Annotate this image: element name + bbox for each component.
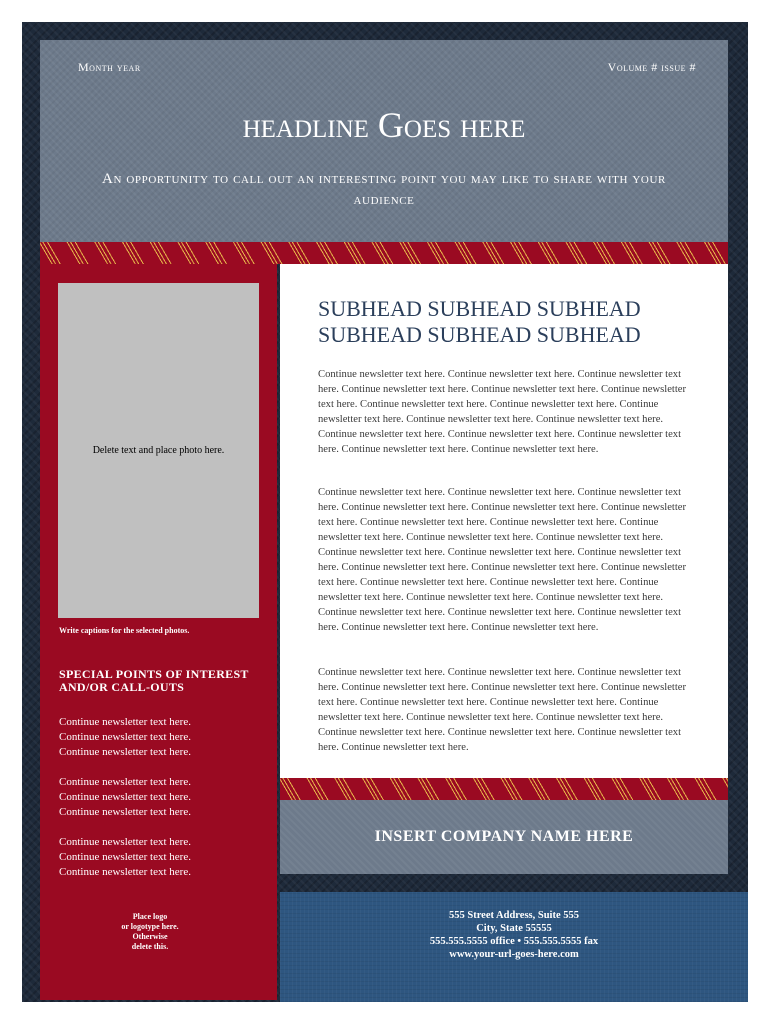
- logo-placeholder-line: Otherwise: [132, 932, 168, 941]
- callout-line: Continue newsletter text here.: [59, 836, 191, 848]
- headline: headline Goes here: [242, 105, 526, 145]
- callout-line: Continue newsletter text here.: [59, 806, 191, 818]
- photo-placeholder-text: Delete text and place photo here.: [92, 445, 225, 456]
- volume-issue: Volume # issue #: [607, 60, 696, 74]
- callout-line: Continue newsletter text here.: [59, 746, 191, 758]
- article-paragraph-3: Continue newsletter text here. Continue newsletter text here. Continue newsletter text here. Continue newsletter text here. Continue newsletter text here. Continue newsletter text here. Continue newsletter text here. Continue newsletter text here. Continue newsletter text here. Continue newsletter text here. Continue newsletter text here. Continue newsletter text here. Continue newsletter text here. Continue newsletter text here. Continue newsletter text here.: [318, 667, 687, 753]
- logo-placeholder-line: delete this.: [131, 942, 169, 951]
- phone-fax: 555.555.5555 office • 555.555.5555 fax: [429, 936, 599, 947]
- street-address: 555 Street Address, Suite 555: [449, 910, 579, 921]
- tagline: An opportunity to call out an interesting point you may like to share with your audience: [102, 171, 666, 208]
- callout-line: Continue newsletter text here.: [59, 716, 191, 728]
- company-name-banner: [280, 800, 728, 874]
- decorative-stripe-bottom: [280, 778, 728, 800]
- logo-placeholder-line: Place logo: [132, 912, 168, 921]
- main-article: [280, 264, 728, 778]
- special-points-title: SPECIAL POINTS OF INTEREST AND/OR CALL-OUTS: [59, 667, 249, 694]
- callout-line: Continue newsletter text here.: [59, 791, 191, 803]
- logo-placeholder-line: or logotype here.: [121, 922, 179, 931]
- callout-line: Continue newsletter text here.: [59, 776, 191, 788]
- article-paragraph-2: Continue newsletter text here. Continue newsletter text here. Continue newsletter text here. Continue newsletter text here. Continue newsletter text here. Continue newsletter text here. Continue newsletter text here. Continue newsletter text here. Continue newsletter text here. Continue newsletter text here. Continue newsletter text here. Continue newsletter text here. Continue newsletter text here. Continue newsletter text here. Continue newsletter text here. Continue newsletter text here. Continue newsletter text here. Continue newsletter text here. Continue newsletter text here. Continue newsletter text here. Continue newsletter text here. Continue newsletter text here. Continue newsletter text here. Continue newsletter text here. Continue newsletter text here. Continue newsletter text here. Continue newsletter text here.: [318, 487, 687, 633]
- masthead: [40, 40, 728, 242]
- photo-caption: Write captions for the selected photos.: [59, 626, 190, 635]
- article-paragraph-1: Continue newsletter text here. Continue newsletter text here. Continue newsletter text here. Continue newsletter text here. Continue newsletter text here. Continue newsletter text here. Continue newsletter text here. Continue newsletter text here. Continue newsletter text here. Continue newsletter text here. Continue newsletter text here. Continue newsletter text here. Continue newsletter text here. Continue newsletter text here. Continue newsletter text here. Continue newsletter text here.: [318, 369, 687, 455]
- callout-line: Continue newsletter text here.: [59, 851, 191, 863]
- logo-placeholder[interactable]: [80, 912, 220, 952]
- callout-group-1: [59, 715, 191, 760]
- callout-group-3: [59, 835, 191, 880]
- issue-date: Month year: [78, 60, 141, 74]
- article-subhead: SUBHEAD SUBHEAD SUBHEAD SUBHEAD SUBHEAD SUBHEAD: [318, 296, 641, 347]
- company-name: INSERT COMPANY NAME HERE: [374, 828, 634, 845]
- decorative-stripe-top: [40, 242, 728, 264]
- address-block: [280, 892, 748, 1002]
- callout-line: Continue newsletter text here.: [59, 731, 191, 743]
- city-state: City, State 55555: [476, 923, 552, 934]
- callout-line: Continue newsletter text here.: [59, 866, 191, 878]
- callout-group-2: [59, 775, 191, 820]
- sidebar: [40, 264, 277, 1000]
- photo-placeholder[interactable]: [58, 283, 259, 618]
- website-link[interactable]: www.your-url-goes-here.com: [449, 949, 579, 960]
